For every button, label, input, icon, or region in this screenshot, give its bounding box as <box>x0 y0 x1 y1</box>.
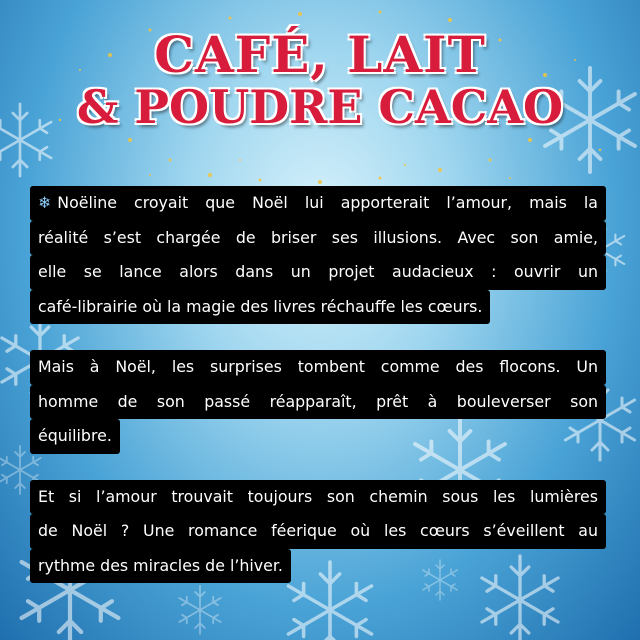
synopsis-line: ❄ Noëline croyait que Noël lui apporterait l’amour, mais la <box>30 186 606 221</box>
title-line-2: & POUDRE CACAO <box>76 80 564 134</box>
title-line-1: CAFÉ, LAIT <box>154 25 486 84</box>
synopsis-line: rythme des miracles de l’hiver. <box>30 549 291 584</box>
synopsis-line: café-librairie où la magie des livres réchauffe les cœurs. <box>30 290 490 325</box>
synopsis-line: Mais à Noël, les surprises tombent comme des flocons. Un <box>30 350 606 385</box>
synopsis-line: elle se lance alors dans un projet audacieux : ouvrir un <box>30 255 606 290</box>
snowflake-icon: ❄ <box>38 193 52 212</box>
synopsis <box>30 186 616 609</box>
synopsis-line: réalité s’est chargée de briser ses illusions. Avec son amie, <box>30 221 606 256</box>
book-title <box>0 25 640 134</box>
synopsis-paragraph-2 <box>30 350 616 454</box>
synopsis-line: de Noël ? Une romance féerique où les cœurs s’éveillent au <box>30 514 606 549</box>
synopsis-paragraph-3 <box>30 480 616 584</box>
synopsis-line: Et si l’amour trouvait toujours son chemin sous les lumières <box>30 480 606 515</box>
synopsis-line: homme de son passé réapparaît, prêt à bouleverser son <box>30 385 606 420</box>
synopsis-line: équilibre. <box>30 419 120 454</box>
synopsis-paragraph-1 <box>30 186 616 324</box>
